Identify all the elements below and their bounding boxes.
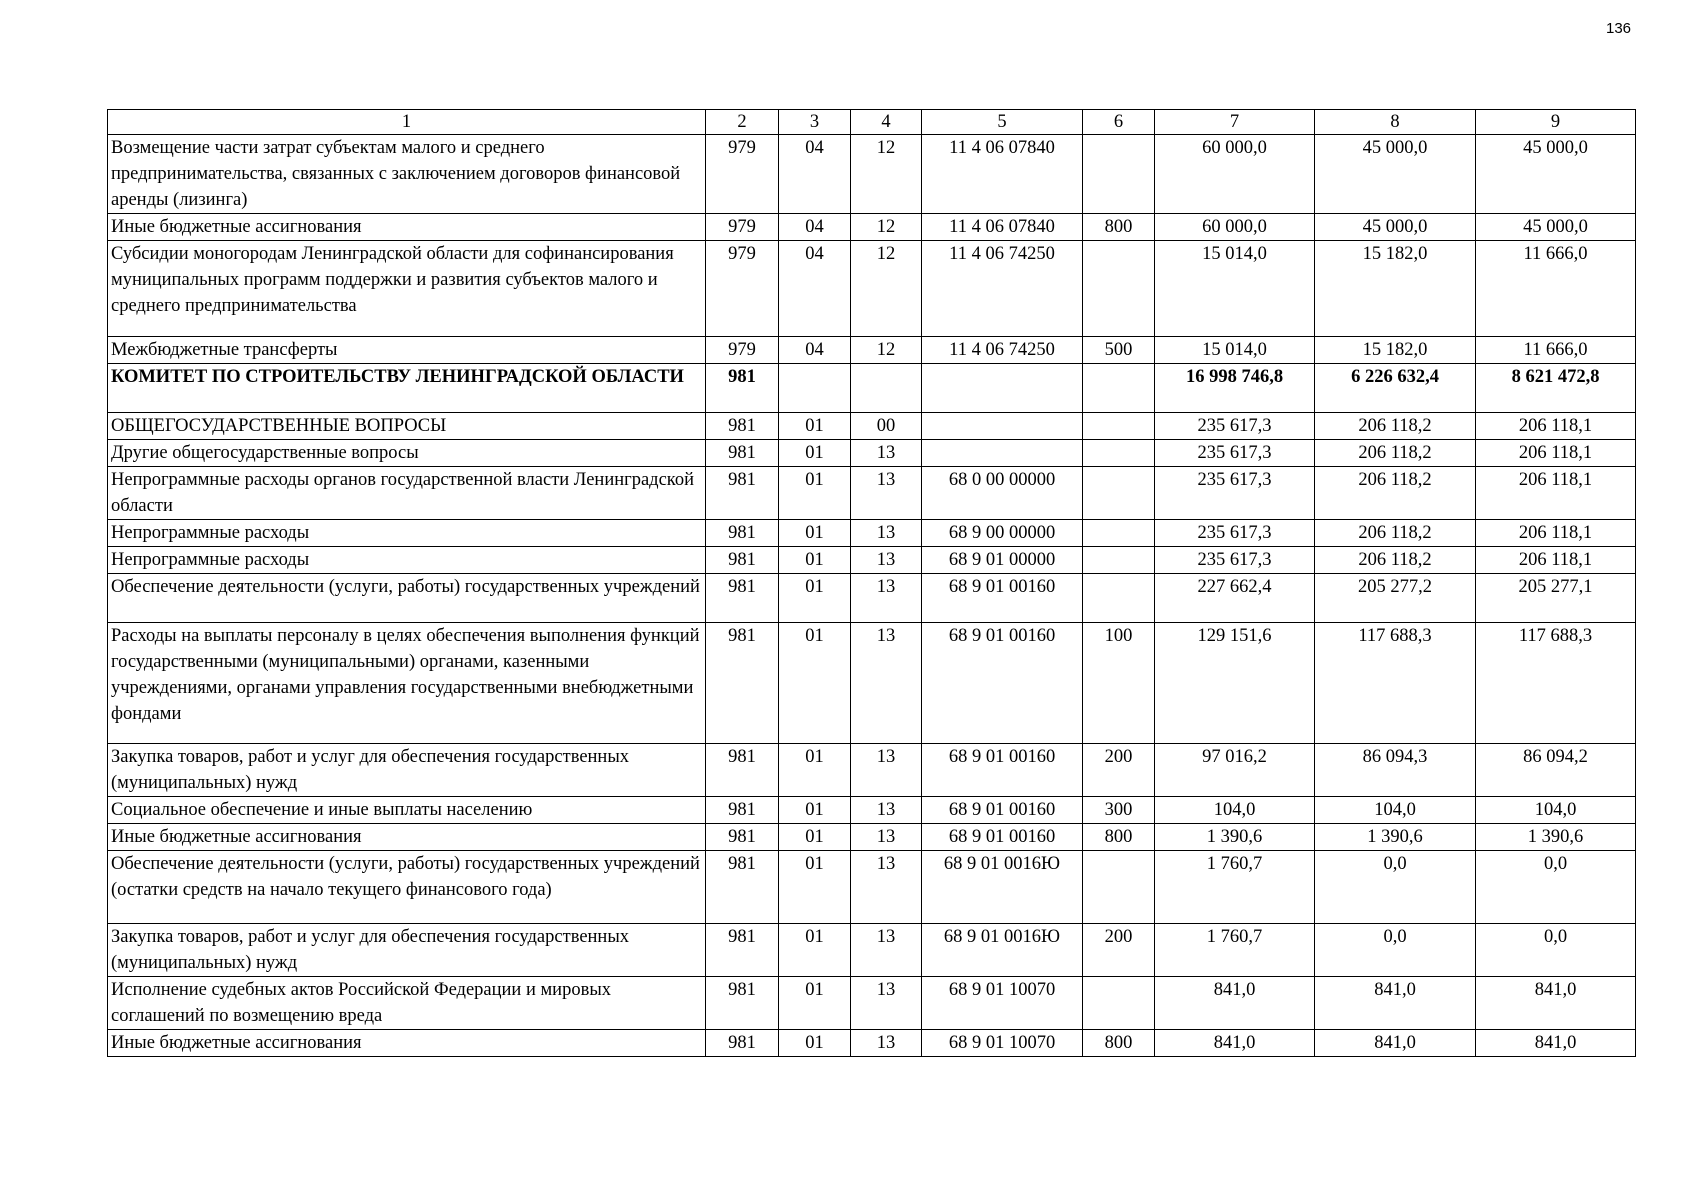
section-code: 01 xyxy=(779,467,851,520)
line-item-name: Исполнение судебных актов Российской Федерации и мировых соглашений по возмещению вреда xyxy=(108,977,706,1030)
amount-col7: 16 998 746,8 xyxy=(1155,364,1315,413)
column-header: 8 xyxy=(1315,110,1476,135)
section-code: 01 xyxy=(779,547,851,574)
subsection-code: 00 xyxy=(851,413,922,440)
table-row xyxy=(108,520,1636,547)
line-item-name: Иные бюджетные ассигнования xyxy=(108,824,706,851)
gr-code: 981 xyxy=(706,851,779,924)
type-code xyxy=(1083,364,1155,413)
amount-col8: 206 118,2 xyxy=(1315,467,1476,520)
subsection-code: 13 xyxy=(851,623,922,744)
target-code: 11 4 06 74250 xyxy=(922,337,1083,364)
type-code xyxy=(1083,547,1155,574)
target-code: 11 4 06 07840 xyxy=(922,135,1083,214)
line-item-name: Иные бюджетные ассигнования xyxy=(108,1030,706,1057)
target-code: 68 9 01 0016Ю xyxy=(922,851,1083,924)
column-header: 3 xyxy=(779,110,851,135)
amount-col7: 841,0 xyxy=(1155,1030,1315,1057)
target-code: 68 9 01 00160 xyxy=(922,797,1083,824)
amount-col9: 841,0 xyxy=(1476,977,1636,1030)
table-row xyxy=(108,924,1636,977)
amount-col7: 235 617,3 xyxy=(1155,413,1315,440)
gr-code: 981 xyxy=(706,574,779,623)
type-code: 500 xyxy=(1083,337,1155,364)
subsection-code: 13 xyxy=(851,467,922,520)
table-row xyxy=(108,547,1636,574)
line-item-name: Закупка товаров, работ и услуг для обеспечения государственных (муниципальных) нужд xyxy=(108,744,706,797)
type-code: 800 xyxy=(1083,214,1155,241)
page-number: 136 xyxy=(1606,20,1632,37)
section-code: 01 xyxy=(779,977,851,1030)
amount-col9: 104,0 xyxy=(1476,797,1636,824)
section-code: 04 xyxy=(779,135,851,214)
line-item-name: Субсидии моногородам Ленинградской области для софинансирования муниципальных программ поддержки и развития субъектов малого и среднего предпринимательства xyxy=(108,241,706,337)
subsection-code: 13 xyxy=(851,797,922,824)
column-header: 6 xyxy=(1083,110,1155,135)
subsection-code: 13 xyxy=(851,924,922,977)
line-item-name: Возмещение части затрат субъектам малого и среднего предпринимательства, связанных с заключением договоров финансовой аренды (лизинга) xyxy=(108,135,706,214)
budget-table xyxy=(107,109,1636,1057)
table-row xyxy=(108,241,1636,337)
target-code: 68 9 01 00160 xyxy=(922,623,1083,744)
gr-code: 979 xyxy=(706,214,779,241)
target-code xyxy=(922,413,1083,440)
table-row xyxy=(108,1030,1636,1057)
amount-col8: 206 118,2 xyxy=(1315,440,1476,467)
section-code: 01 xyxy=(779,851,851,924)
amount-col9: 206 118,1 xyxy=(1476,547,1636,574)
line-item-name: Межбюджетные трансферты xyxy=(108,337,706,364)
section-code: 01 xyxy=(779,440,851,467)
subsection-code: 13 xyxy=(851,440,922,467)
type-code xyxy=(1083,440,1155,467)
column-header: 5 xyxy=(922,110,1083,135)
target-code: 68 9 01 00160 xyxy=(922,744,1083,797)
subsection-code xyxy=(851,364,922,413)
target-code: 68 9 01 00000 xyxy=(922,547,1083,574)
target-code: 68 9 01 10070 xyxy=(922,977,1083,1030)
amount-col7: 97 016,2 xyxy=(1155,744,1315,797)
gr-code: 979 xyxy=(706,135,779,214)
amount-col7: 841,0 xyxy=(1155,977,1315,1030)
amount-col9: 0,0 xyxy=(1476,851,1636,924)
gr-code: 979 xyxy=(706,241,779,337)
column-header: 1 xyxy=(108,110,706,135)
table-row xyxy=(108,135,1636,214)
line-item-name: ОБЩЕГОСУДАРСТВЕННЫЕ ВОПРОСЫ xyxy=(108,413,706,440)
amount-col9: 117 688,3 xyxy=(1476,623,1636,744)
amount-col8: 6 226 632,4 xyxy=(1315,364,1476,413)
amount-col7: 235 617,3 xyxy=(1155,520,1315,547)
amount-col9: 0,0 xyxy=(1476,924,1636,977)
line-item-name: Закупка товаров, работ и услуг для обеспечения государственных (муниципальных) нужд xyxy=(108,924,706,977)
gr-code: 981 xyxy=(706,413,779,440)
amount-col9: 11 666,0 xyxy=(1476,337,1636,364)
amount-col8: 206 118,2 xyxy=(1315,520,1476,547)
line-item-name: Иные бюджетные ассигнования xyxy=(108,214,706,241)
amount-col7: 227 662,4 xyxy=(1155,574,1315,623)
type-code: 800 xyxy=(1083,824,1155,851)
gr-code: 981 xyxy=(706,364,779,413)
table-row xyxy=(108,364,1636,413)
amount-col8: 1 390,6 xyxy=(1315,824,1476,851)
gr-code: 981 xyxy=(706,977,779,1030)
amount-col8: 45 000,0 xyxy=(1315,135,1476,214)
amount-col8: 117 688,3 xyxy=(1315,623,1476,744)
subsection-code: 13 xyxy=(851,547,922,574)
type-code xyxy=(1083,574,1155,623)
line-item-name: Непрограммные расходы органов государственной власти Ленинградской области xyxy=(108,467,706,520)
amount-col8: 841,0 xyxy=(1315,1030,1476,1057)
amount-col7: 60 000,0 xyxy=(1155,135,1315,214)
amount-col9: 205 277,1 xyxy=(1476,574,1636,623)
section-code: 01 xyxy=(779,623,851,744)
table-row xyxy=(108,214,1636,241)
table-row xyxy=(108,797,1636,824)
amount-col8: 206 118,2 xyxy=(1315,413,1476,440)
column-header: 9 xyxy=(1476,110,1636,135)
gr-code: 981 xyxy=(706,924,779,977)
type-code: 100 xyxy=(1083,623,1155,744)
section-code: 01 xyxy=(779,520,851,547)
subsection-code: 13 xyxy=(851,977,922,1030)
target-code: 11 4 06 07840 xyxy=(922,214,1083,241)
amount-col8: 0,0 xyxy=(1315,851,1476,924)
type-code xyxy=(1083,520,1155,547)
type-code: 800 xyxy=(1083,1030,1155,1057)
line-item-name: Непрограммные расходы xyxy=(108,547,706,574)
target-code: 11 4 06 74250 xyxy=(922,241,1083,337)
target-code: 68 0 00 00000 xyxy=(922,467,1083,520)
amount-col9: 8 621 472,8 xyxy=(1476,364,1636,413)
table-row xyxy=(108,623,1636,744)
subsection-code: 12 xyxy=(851,241,922,337)
subsection-code: 13 xyxy=(851,851,922,924)
type-code: 200 xyxy=(1083,744,1155,797)
amount-col8: 15 182,0 xyxy=(1315,337,1476,364)
subsection-code: 12 xyxy=(851,135,922,214)
column-header: 4 xyxy=(851,110,922,135)
section-code: 01 xyxy=(779,574,851,623)
gr-code: 981 xyxy=(706,520,779,547)
type-code xyxy=(1083,241,1155,337)
table-row xyxy=(108,413,1636,440)
section-code: 01 xyxy=(779,413,851,440)
line-item-name: Другие общегосударственные вопросы xyxy=(108,440,706,467)
column-header: 7 xyxy=(1155,110,1315,135)
amount-col7: 1 390,6 xyxy=(1155,824,1315,851)
section-code: 01 xyxy=(779,824,851,851)
line-item-name: Обеспечение деятельности (услуги, работы) государственных учреждений (остатки средств на начало текущего финансового года) xyxy=(108,851,706,924)
amount-col7: 235 617,3 xyxy=(1155,440,1315,467)
subsection-code: 13 xyxy=(851,744,922,797)
target-code xyxy=(922,440,1083,467)
amount-col7: 1 760,7 xyxy=(1155,851,1315,924)
section-code: 01 xyxy=(779,744,851,797)
amount-col7: 15 014,0 xyxy=(1155,241,1315,337)
line-item-name: Обеспечение деятельности (услуги, работы) государственных учреждений xyxy=(108,574,706,623)
subsection-code: 13 xyxy=(851,1030,922,1057)
line-item-name: Непрограммные расходы xyxy=(108,520,706,547)
amount-col7: 60 000,0 xyxy=(1155,214,1315,241)
section-code: 04 xyxy=(779,214,851,241)
section-code: 01 xyxy=(779,924,851,977)
section-code xyxy=(779,364,851,413)
table-row xyxy=(108,574,1636,623)
amount-col8: 86 094,3 xyxy=(1315,744,1476,797)
amount-col7: 235 617,3 xyxy=(1155,547,1315,574)
type-code xyxy=(1083,467,1155,520)
subsection-code: 13 xyxy=(851,574,922,623)
table-body xyxy=(108,110,1636,1057)
section-code: 01 xyxy=(779,1030,851,1057)
table-row xyxy=(108,824,1636,851)
type-code xyxy=(1083,413,1155,440)
amount-col7: 1 760,7 xyxy=(1155,924,1315,977)
line-item-name: Социальное обеспечение и иные выплаты населению xyxy=(108,797,706,824)
type-code xyxy=(1083,135,1155,214)
section-code: 04 xyxy=(779,241,851,337)
amount-col9: 206 118,1 xyxy=(1476,467,1636,520)
type-code: 200 xyxy=(1083,924,1155,977)
amount-col9: 206 118,1 xyxy=(1476,413,1636,440)
gr-code: 981 xyxy=(706,440,779,467)
table-row xyxy=(108,851,1636,924)
gr-code: 981 xyxy=(706,797,779,824)
amount-col9: 206 118,1 xyxy=(1476,520,1636,547)
line-item-name: КОМИТЕТ ПО СТРОИТЕЛЬСТВУ ЛЕНИНГРАДСКОЙ ОБЛАСТИ xyxy=(108,364,706,413)
target-code: 68 9 01 00160 xyxy=(922,574,1083,623)
amount-col8: 206 118,2 xyxy=(1315,547,1476,574)
amount-col8: 205 277,2 xyxy=(1315,574,1476,623)
target-code: 68 9 01 00160 xyxy=(922,824,1083,851)
subsection-code: 12 xyxy=(851,337,922,364)
target-code: 68 9 01 0016Ю xyxy=(922,924,1083,977)
subsection-code: 13 xyxy=(851,824,922,851)
section-code: 04 xyxy=(779,337,851,364)
table-row xyxy=(108,467,1636,520)
amount-col8: 0,0 xyxy=(1315,924,1476,977)
table-row xyxy=(108,440,1636,467)
amount-col7: 235 617,3 xyxy=(1155,467,1315,520)
gr-code: 981 xyxy=(706,467,779,520)
amount-col8: 841,0 xyxy=(1315,977,1476,1030)
amount-col8: 45 000,0 xyxy=(1315,214,1476,241)
amount-col9: 1 390,6 xyxy=(1476,824,1636,851)
amount-col9: 206 118,1 xyxy=(1476,440,1636,467)
gr-code: 981 xyxy=(706,623,779,744)
amount-col9: 45 000,0 xyxy=(1476,135,1636,214)
amount-col9: 45 000,0 xyxy=(1476,214,1636,241)
amount-col9: 86 094,2 xyxy=(1476,744,1636,797)
gr-code: 981 xyxy=(706,547,779,574)
gr-code: 981 xyxy=(706,824,779,851)
target-code: 68 9 00 00000 xyxy=(922,520,1083,547)
amount-col7: 15 014,0 xyxy=(1155,337,1315,364)
type-code: 300 xyxy=(1083,797,1155,824)
gr-code: 979 xyxy=(706,337,779,364)
line-item-name: Расходы на выплаты персоналу в целях обеспечения выполнения функций государственными (муниципальными) органами, казенными учреждениями, органами управления государственными внебюджетными фондами xyxy=(108,623,706,744)
gr-code: 981 xyxy=(706,1030,779,1057)
target-code xyxy=(922,364,1083,413)
type-code xyxy=(1083,851,1155,924)
amount-col9: 11 666,0 xyxy=(1476,241,1636,337)
type-code xyxy=(1083,977,1155,1030)
amount-col7: 129 151,6 xyxy=(1155,623,1315,744)
subsection-code: 12 xyxy=(851,214,922,241)
column-number-row xyxy=(108,110,1636,135)
table-row xyxy=(108,337,1636,364)
table-row xyxy=(108,744,1636,797)
table-row xyxy=(108,977,1636,1030)
amount-col8: 104,0 xyxy=(1315,797,1476,824)
subsection-code: 13 xyxy=(851,520,922,547)
target-code: 68 9 01 10070 xyxy=(922,1030,1083,1057)
column-header: 2 xyxy=(706,110,779,135)
section-code: 01 xyxy=(779,797,851,824)
amount-col9: 841,0 xyxy=(1476,1030,1636,1057)
amount-col8: 15 182,0 xyxy=(1315,241,1476,337)
amount-col7: 104,0 xyxy=(1155,797,1315,824)
gr-code: 981 xyxy=(706,744,779,797)
